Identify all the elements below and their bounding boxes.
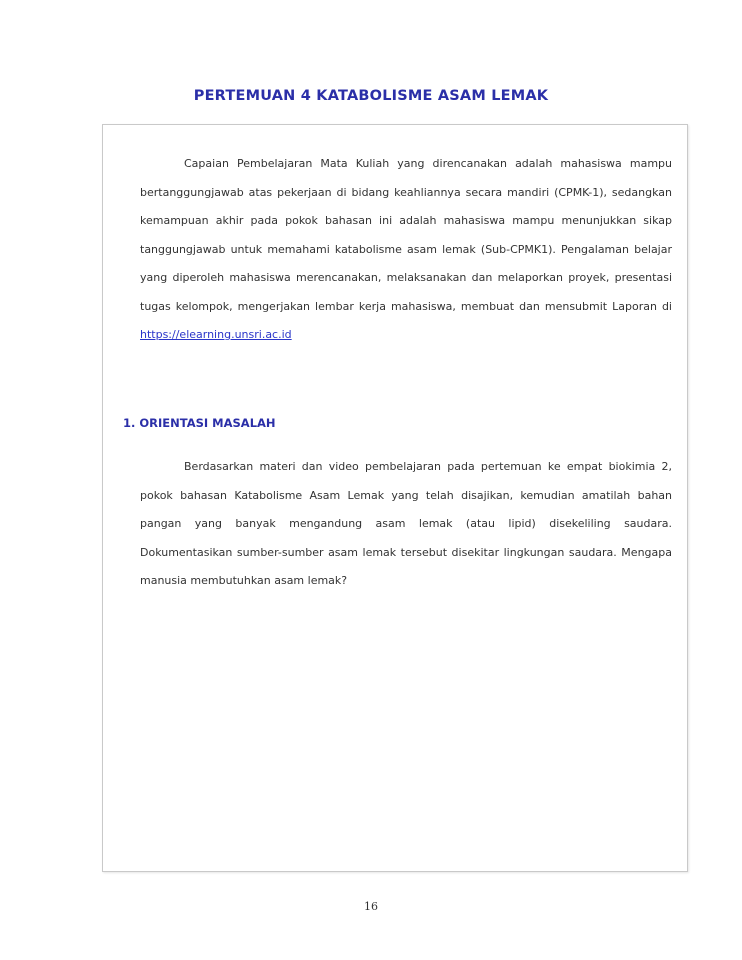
orientation-text: Berdasarkan materi dan video pembelajaran pada pertemuan ke empat biokimia 2, pokok bahasan Katabolisme Asam Lemak yang telah disajikan, kemudian amatilah bahan pangan yang banyak mengandung asam lemak (atau lipid) disekeliling saudara. Dokumentasikan sumber-sumber asam lemak tersebut disekitar lingkungan saudara. Mengapa manusia membutuhkan asam lemak? <box>140 460 672 587</box>
page-title: PERTEMUAN 4 KATABOLISME ASAM LEMAK <box>193 88 549 104</box>
page-number: 16 <box>364 900 378 913</box>
intro-text: Capaian Pembelajaran Mata Kuliah yang direncanakan adalah mahasiswa mampu bertanggungjawab atas pekerjaan di bidang keahliannya secara mandiri (CPMK-1), sedangkan kemampuan akhir pada pokok bahasan ini adalah mahasiswa mampu menunjukkan sikap tanggungjawab untuk memahami katabolisme asam lemak (Sub-CPMK1). Pengalaman belajar yang diperoleh mahasiswa merencanakan, melaksanakan dan melaporkan proyek, presentasi tugas kelompok, mengerjakan lembar kerja mahasiswa, membuat dan mensubmit Laporan di <box>140 157 672 313</box>
orientation-paragraph <box>140 453 672 596</box>
section-heading-orientasi-masalah: 1. ORIENTASI MASALAH <box>123 416 276 430</box>
intro-paragraph <box>140 150 672 350</box>
elearning-link[interactable]: https://elearning.unsri.ac.id <box>140 328 292 341</box>
